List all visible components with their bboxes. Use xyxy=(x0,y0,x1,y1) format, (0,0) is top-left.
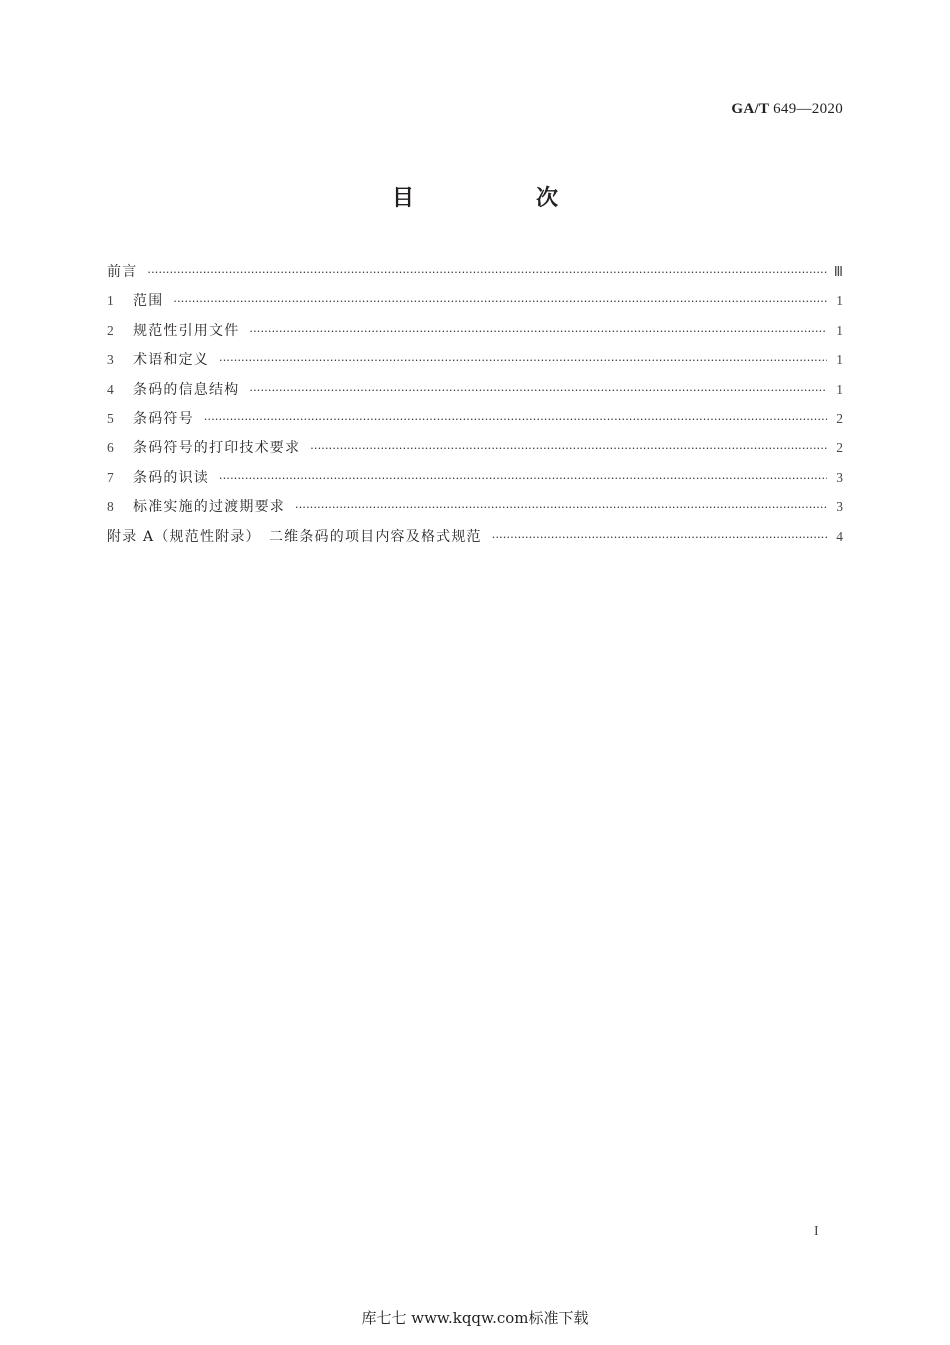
toc-leader-dots xyxy=(310,442,827,455)
toc-item-number: 3 xyxy=(107,352,114,368)
toc-leader-dots xyxy=(173,295,827,308)
toc-item-number: 8 xyxy=(107,499,114,515)
toc-item-label: 前言 xyxy=(107,264,138,280)
toc-item-page: Ⅲ xyxy=(833,264,843,279)
toc-leader-dots xyxy=(249,384,827,397)
toc-leader-dots xyxy=(492,531,827,544)
toc-item-label: 规范性引用文件 xyxy=(133,322,240,339)
toc-item-terms-definitions[interactable] xyxy=(107,349,843,378)
toc-item-label: 条码符号的打印技术要求 xyxy=(133,440,301,457)
toc-item-printing-requirements[interactable] xyxy=(107,437,843,466)
toc-leader-dots xyxy=(219,472,827,485)
footer-watermark: 库七七 www.kqqw.com标准下载 xyxy=(361,1309,589,1327)
toc-item-page: 1 xyxy=(836,322,843,338)
page-title: 目 次 xyxy=(391,186,608,211)
toc-item-number: 7 xyxy=(107,469,114,485)
toc-item-label: 术语和定义 xyxy=(133,352,209,369)
toc-item-label: 附录 A（规范性附录） 二维条码的项目内容及格式规范 xyxy=(107,528,482,545)
toc-item-page: 3 xyxy=(836,469,843,485)
toc-item-label: 条码的信息结构 xyxy=(133,381,240,398)
toc-leader-dots xyxy=(295,501,827,514)
toc-item-page: 1 xyxy=(836,381,843,397)
toc-item-page: 2 xyxy=(836,440,843,456)
toc-item-label: 条码的识读 xyxy=(133,469,209,486)
toc-item-label: 范围 xyxy=(133,293,164,310)
toc-leader-dots xyxy=(219,354,827,367)
toc-item-page: 2 xyxy=(836,410,843,426)
toc-item-appendix-a[interactable] xyxy=(107,526,843,555)
toc-item-barcode-symbol[interactable] xyxy=(107,408,843,437)
toc-leader-dots xyxy=(147,266,827,279)
toc-item-normative-references[interactable] xyxy=(107,320,843,349)
toc-item-number: 4 xyxy=(107,381,114,397)
toc-item-number: 6 xyxy=(107,440,114,456)
toc-item-number: 5 xyxy=(107,410,114,426)
page-number: I xyxy=(814,1224,819,1239)
toc-item-page: 1 xyxy=(836,352,843,368)
toc-item-number: 2 xyxy=(107,322,114,338)
toc-item-barcode-reading[interactable] xyxy=(107,467,843,496)
standard-code xyxy=(731,101,843,118)
toc-item-page: 4 xyxy=(836,528,843,544)
toc-item-page: 3 xyxy=(836,499,843,515)
toc-item-information-structure[interactable] xyxy=(107,379,843,408)
toc-item-page: 1 xyxy=(836,293,843,309)
table-of-contents xyxy=(107,261,843,555)
toc-item-scope[interactable] xyxy=(107,290,843,319)
toc-item-label: 标准实施的过渡期要求 xyxy=(133,499,285,516)
toc-item-number: 1 xyxy=(107,293,114,309)
toc-leader-dots xyxy=(249,325,827,338)
toc-leader-dots xyxy=(204,413,827,426)
toc-item-foreword[interactable] xyxy=(107,261,843,290)
toc-item-transition-period[interactable] xyxy=(107,496,843,525)
standard-number: 649—2020 xyxy=(773,101,843,117)
standard-prefix: GA/T xyxy=(731,101,770,117)
toc-item-label: 条码符号 xyxy=(133,410,194,427)
